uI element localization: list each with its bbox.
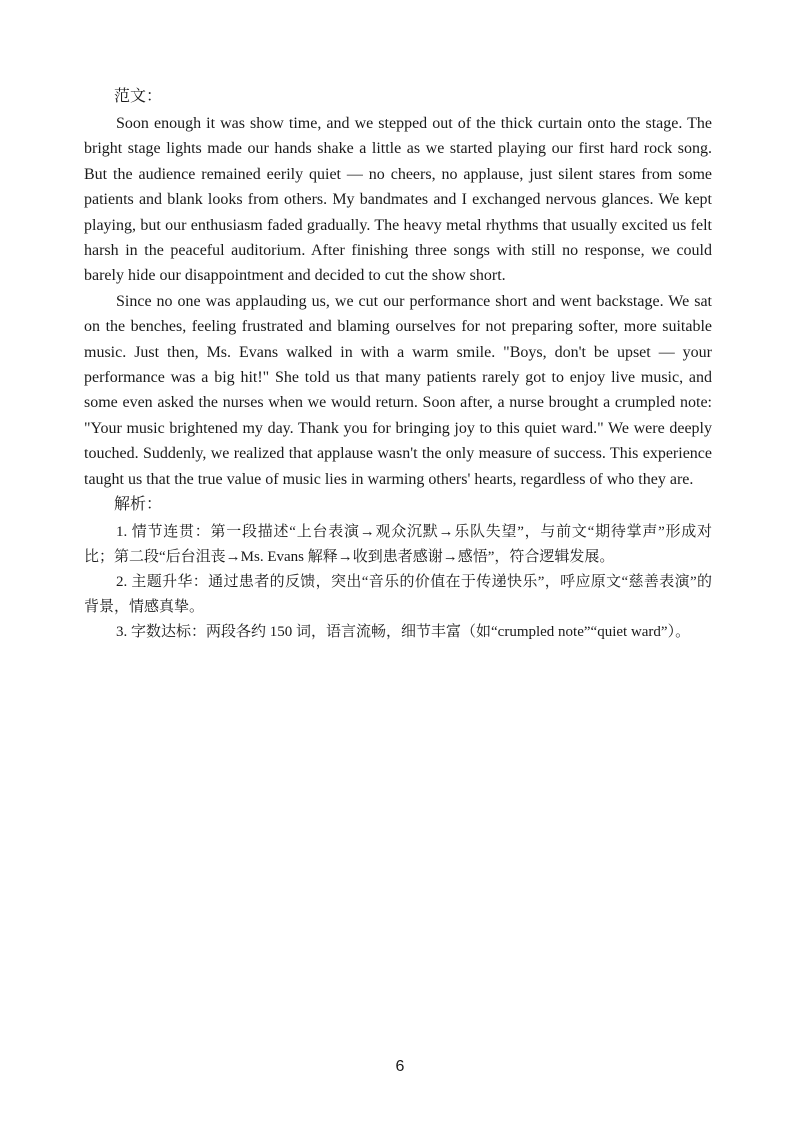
model-essay-label: 范文： — [114, 88, 163, 105]
essay-paragraph-1: Soon enough it was show time, and we stepped out of the thick curtain onto the stage. The bright stage lights made our hands shake a little as we started playing our first hard rock song. But the audience remained eerily quiet — no cheers, no applause, just silent stares from some patients and blank looks from others. My bandmates and I exchanged nervous glances. We kept playing, but our enthusiasm faded gradually. The heavy metal rhythms that usually excited us felt harsh in the peaceful auditorium. After finishing three songs with still no response, we could barely hide our disappointment and decided to cut the show short. — [84, 115, 712, 285]
essay-paragraph-2: Since no one was applauding us, we cut our performance short and went backstage. We sat on the benches, feeling frustrated and blaming ourselves for not preparing softer, more suitable music. Just then, Ms. Evans walked in with a warm smile. "Boys, don't be upset — your performance was a big hit!" She told us that many patients rarely got to enjoy live music, and some even asked the nurses when we would return. Soon after, a nurse brought a crumpled note: "Your music brightened my day. Thank you for bringing joy to this quiet ward." We were deeply touched. Suddenly, we realized that applause wasn't the only measure of success. This experience taught us that the true value of music lies in warming others' hearts, regardless of who they are. — [84, 292, 712, 488]
page-body — [84, 84, 712, 645]
analysis-label: 解析： — [114, 496, 163, 514]
analysis-item-3: 3. 字数达标：两段各约 150 词，语言流畅，细节丰富（如“crumpled note”“quiet ward”）。 — [116, 624, 691, 641]
analysis-item-2: 2. 主题升华：通过患者的反馈，突出“音乐的价值在于传递快乐”，呼应原文“慈善表演”的背景，情感真挚。 — [84, 574, 712, 616]
page-number: 6 — [395, 1058, 405, 1075]
analysis-item-1: 1. 情节连贯：第一段描述“上台表演→观众沉默→乐队失望”，与前文“期待掌声”形成对比；第二段“后台沮丧→Ms. Evans 解释→收到患者感谢→感悟”，符合逻辑发展。 — [84, 524, 712, 566]
